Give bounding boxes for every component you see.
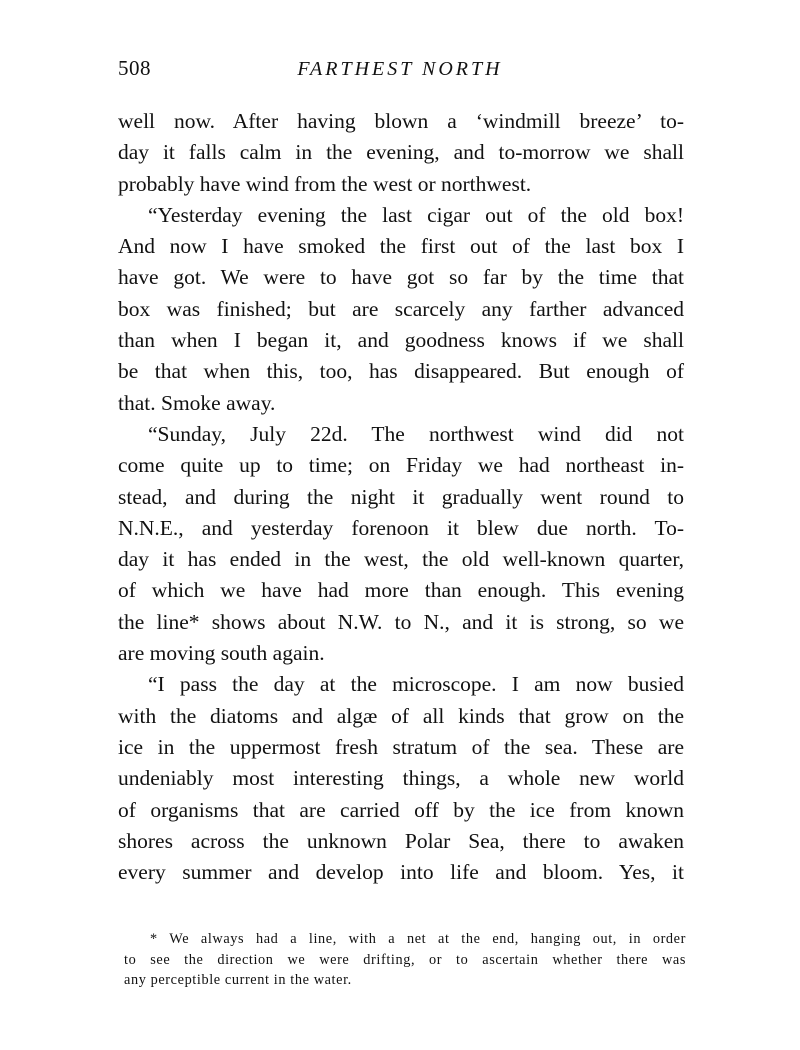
text-line: undeniably most interesting things, a whole new world [118,766,684,791]
text-line: N.N.E., and yesterday forenoon it blew due north. To- [118,515,684,540]
text-line: “Sunday, July 22d. The northwest wind did not [148,421,684,446]
page-number: 508 [118,56,151,80]
text-line: day it has ended in the west, the old well-known quarter, [118,547,684,572]
text-line: probably have wind from the west or northwest. [118,171,532,196]
text-line: the line* shows about N.W. to N., and it is strong, so we [118,609,684,634]
text-line: are moving south again. [118,641,325,666]
text-line: stead, and during the night it gradually went round to [118,484,684,509]
footnote [124,929,686,991]
text-line: “Yesterday evening the last cigar out of the old box! [148,202,684,227]
text-line: of organisms that are carried off by the ice from known [118,797,684,822]
text-line: day it falls calm in the evening, and to-morrow we shall [118,140,684,165]
footnote-line: * We always had a line, with a net at the end, hanging out, in order [150,931,686,947]
footnote-line: any perceptible current in the water. [124,972,352,988]
text-line: of which we have had more than enough. This evening [118,578,684,603]
body-text [118,106,684,888]
running-title: FARTHEST NORTH [297,58,503,80]
text-line: “I pass the day at the microscope. I am now busied [148,672,684,697]
text-line: every summer and develop into life and bloom. Yes, it [118,860,684,885]
text-line: be that when this, too, has disappeared. But enough of [118,359,684,384]
text-line: box was finished; but are scarcely any farther advanced [118,296,684,321]
text-line: have got. We were to have got so far by the time that [118,265,684,290]
text-line: well now. After having blown a ‘windmill breeze’ to- [118,109,684,133]
footnote-line: to see the direction we were drifting, or to ascertain whether there was [124,951,686,968]
text-line: shores across the unknown Polar Sea, there to awaken [118,828,684,853]
text-line: And now I have smoked the first out of the last box I [118,234,684,259]
text-line: with the diatoms and algæ of all kinds that grow on the [118,703,684,728]
text-line: come quite up to time; on Friday we had northeast in- [118,453,684,478]
text-line: than when I began it, and goodness knows if we shall [118,328,684,353]
text-line: that. Smoke away. [118,390,276,415]
text-line: ice in the uppermost fresh stratum of the sea. These are [118,734,684,759]
